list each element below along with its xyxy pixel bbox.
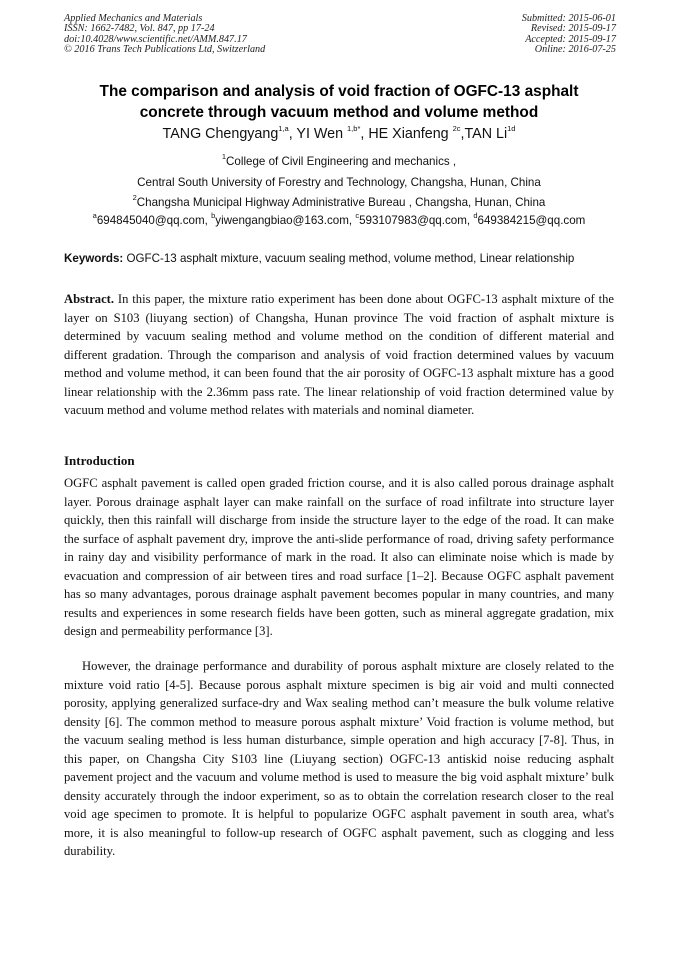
email-link[interactable]: yiwengangbiao@163.com, (215, 214, 356, 227)
author-name: YI Wen (296, 126, 348, 142)
keywords-label: Keywords: (64, 252, 124, 265)
paragraph-text: However, the drainage performance and durability of porous asphalt mixture are closely related to the mixture void ratio [4-5]. Because porous asphalt mixture specimen is big air void and multi connected porosity, applying generalized surface-dry and Wax sealing method can’t measure the bulk volume relative density [6]. The common method to measure porous asphalt mixture’ Void fraction is volume method, but the vacuum sealing method is less human disturbance, simple operation and high accuracy [7-8]. Thus, in this paper, on Changsha City S103 line (Liuyang section) OGFC-13 antiskid noise reducing asphalt pavement project and the vacuum and volume method is used to measure the big void asphalt mixture’ bulk density accurately through the indoor experiment, so as to obtain the correlation research closer to the real void age specimen to promote. It is helpful to popularize OGFC asphalt pavement in south area, what's more, it is also meaningful to follow-up research of OGFC asphalt pavement, such as clogging and less durability. (64, 659, 614, 858)
affiliation-mark: 2 (132, 193, 137, 203)
author-affiliation-mark: 1,b* (347, 124, 361, 134)
abstract (64, 290, 614, 420)
date-online: Online: 2016-07-25 (534, 44, 616, 56)
author-separator: , (360, 126, 369, 142)
date-revised: Revised: 2015-09-17 (530, 23, 616, 35)
author-name: HE Xianfeng (368, 126, 453, 142)
email-link[interactable]: 694845040@qq.com, (96, 214, 212, 227)
affiliation-2-line-1: Changsha Municipal Highway Administrative Bureau , Changsha, Hunan, China (136, 196, 546, 209)
author-name: TANG Chengyang (162, 126, 279, 142)
author-list (40, 124, 638, 144)
journal-copyright: © 2016 Trans Tech Publications Ltd, Switzerland (64, 44, 266, 56)
author-separator: , (460, 126, 465, 142)
author-separator: , (288, 126, 297, 142)
paragraph-text: OGFC asphalt pavement is called open graded friction course, and it is also called porous drainage asphalt layer. Porous drainage asphalt layer can make rainfall on the surface of road infiltrate into structure layer quickly, then this rainfall will discharge from inside the structure layer to the edge of the road. It can make the surface of asphalt pavement dry, improve the anti-slide performance of road, driving safety performance in rainy day and visibility performance of mark in the road. It also can eliminate noise which is made by evacuation and compression of air between tires and road surface [1–2]. Because OGFC asphalt pavement has so many advantages, porous drainage asphalt pavement becomes popular in many countries, and many results and experiences in some research fields have been gotten, such as mineral aggregate gradation, mix design and permeability performance [3]. (64, 476, 614, 638)
author-affiliation-mark: 1d (507, 124, 516, 134)
title-line-1: The comparison and analysis of void fraction of OGFC-13 asphalt (99, 83, 579, 100)
email-mark: a (92, 211, 97, 221)
section-heading-introduction: Introduction (64, 453, 135, 468)
author-affiliation-mark: 1,a (278, 124, 289, 134)
email-mark: d (473, 211, 478, 221)
email-mark: c (355, 211, 360, 221)
affiliations (40, 152, 638, 214)
keywords (64, 250, 624, 268)
abstract-label: Abstract. (64, 292, 115, 306)
journal-doi: doi:10.4028/www.scientific.net/AMM.847.17 (64, 33, 247, 45)
journal-name: Applied Mechanics and Materials (64, 13, 203, 24)
affiliation-1-line-2: Central South University of Forestry and Technology, Changsha, Hunan, China (137, 175, 541, 189)
author-emails (40, 212, 638, 230)
publication-dates (522, 14, 616, 56)
email-mark: b (211, 211, 216, 221)
introduction-paragraph-2 (64, 657, 614, 861)
affiliation-1-line-1: College of Civil Engineering and mechanics , (226, 155, 457, 168)
affiliation-1 (40, 152, 638, 173)
title-line-2: concrete through vacuum method and volume method (139, 104, 539, 121)
date-submitted: Submitted: 2015-06-01 (521, 13, 616, 24)
affiliation-2 (40, 193, 638, 214)
abstract-text: In this paper, the mixture ratio experiment has been done about OGFC-13 asphalt mixture of the layer on S103 (liuyang section) of Changsha, Hunan province The void fraction of asphalt mixture is determined by vacuum sealing method and volume method on the condition of different material and different gradation. Through the comparison and analysis of void fraction determined values by vacuum method and volume method, it can been found that the air porosity of OGFC-13 asphalt mixture has a good linear relationship with the 2.36mm pass rate. The linear relationship of void fraction determined value by vacuum method and volume method relates with materials and nominal diameter. (64, 292, 614, 417)
journal-issn: ISSN: 1662-7482, Vol. 847, pp 17-24 (64, 23, 215, 35)
author-name: TAN Li (464, 126, 508, 142)
email-link[interactable]: 593107983@qq.com, (359, 214, 474, 227)
introduction-paragraph-1 (64, 474, 614, 641)
author-affiliation-mark: 2c (452, 124, 461, 134)
journal-info (64, 14, 265, 56)
paper-title (40, 81, 638, 123)
email-link[interactable]: 649384215@qq.com (477, 214, 586, 227)
keywords-text: OGFC-13 asphalt mixture, vacuum sealing method, volume method, Linear relationship (123, 252, 575, 265)
affiliation-mark: 1 (221, 152, 227, 162)
date-accepted: Accepted: 2015-09-17 (525, 33, 616, 45)
